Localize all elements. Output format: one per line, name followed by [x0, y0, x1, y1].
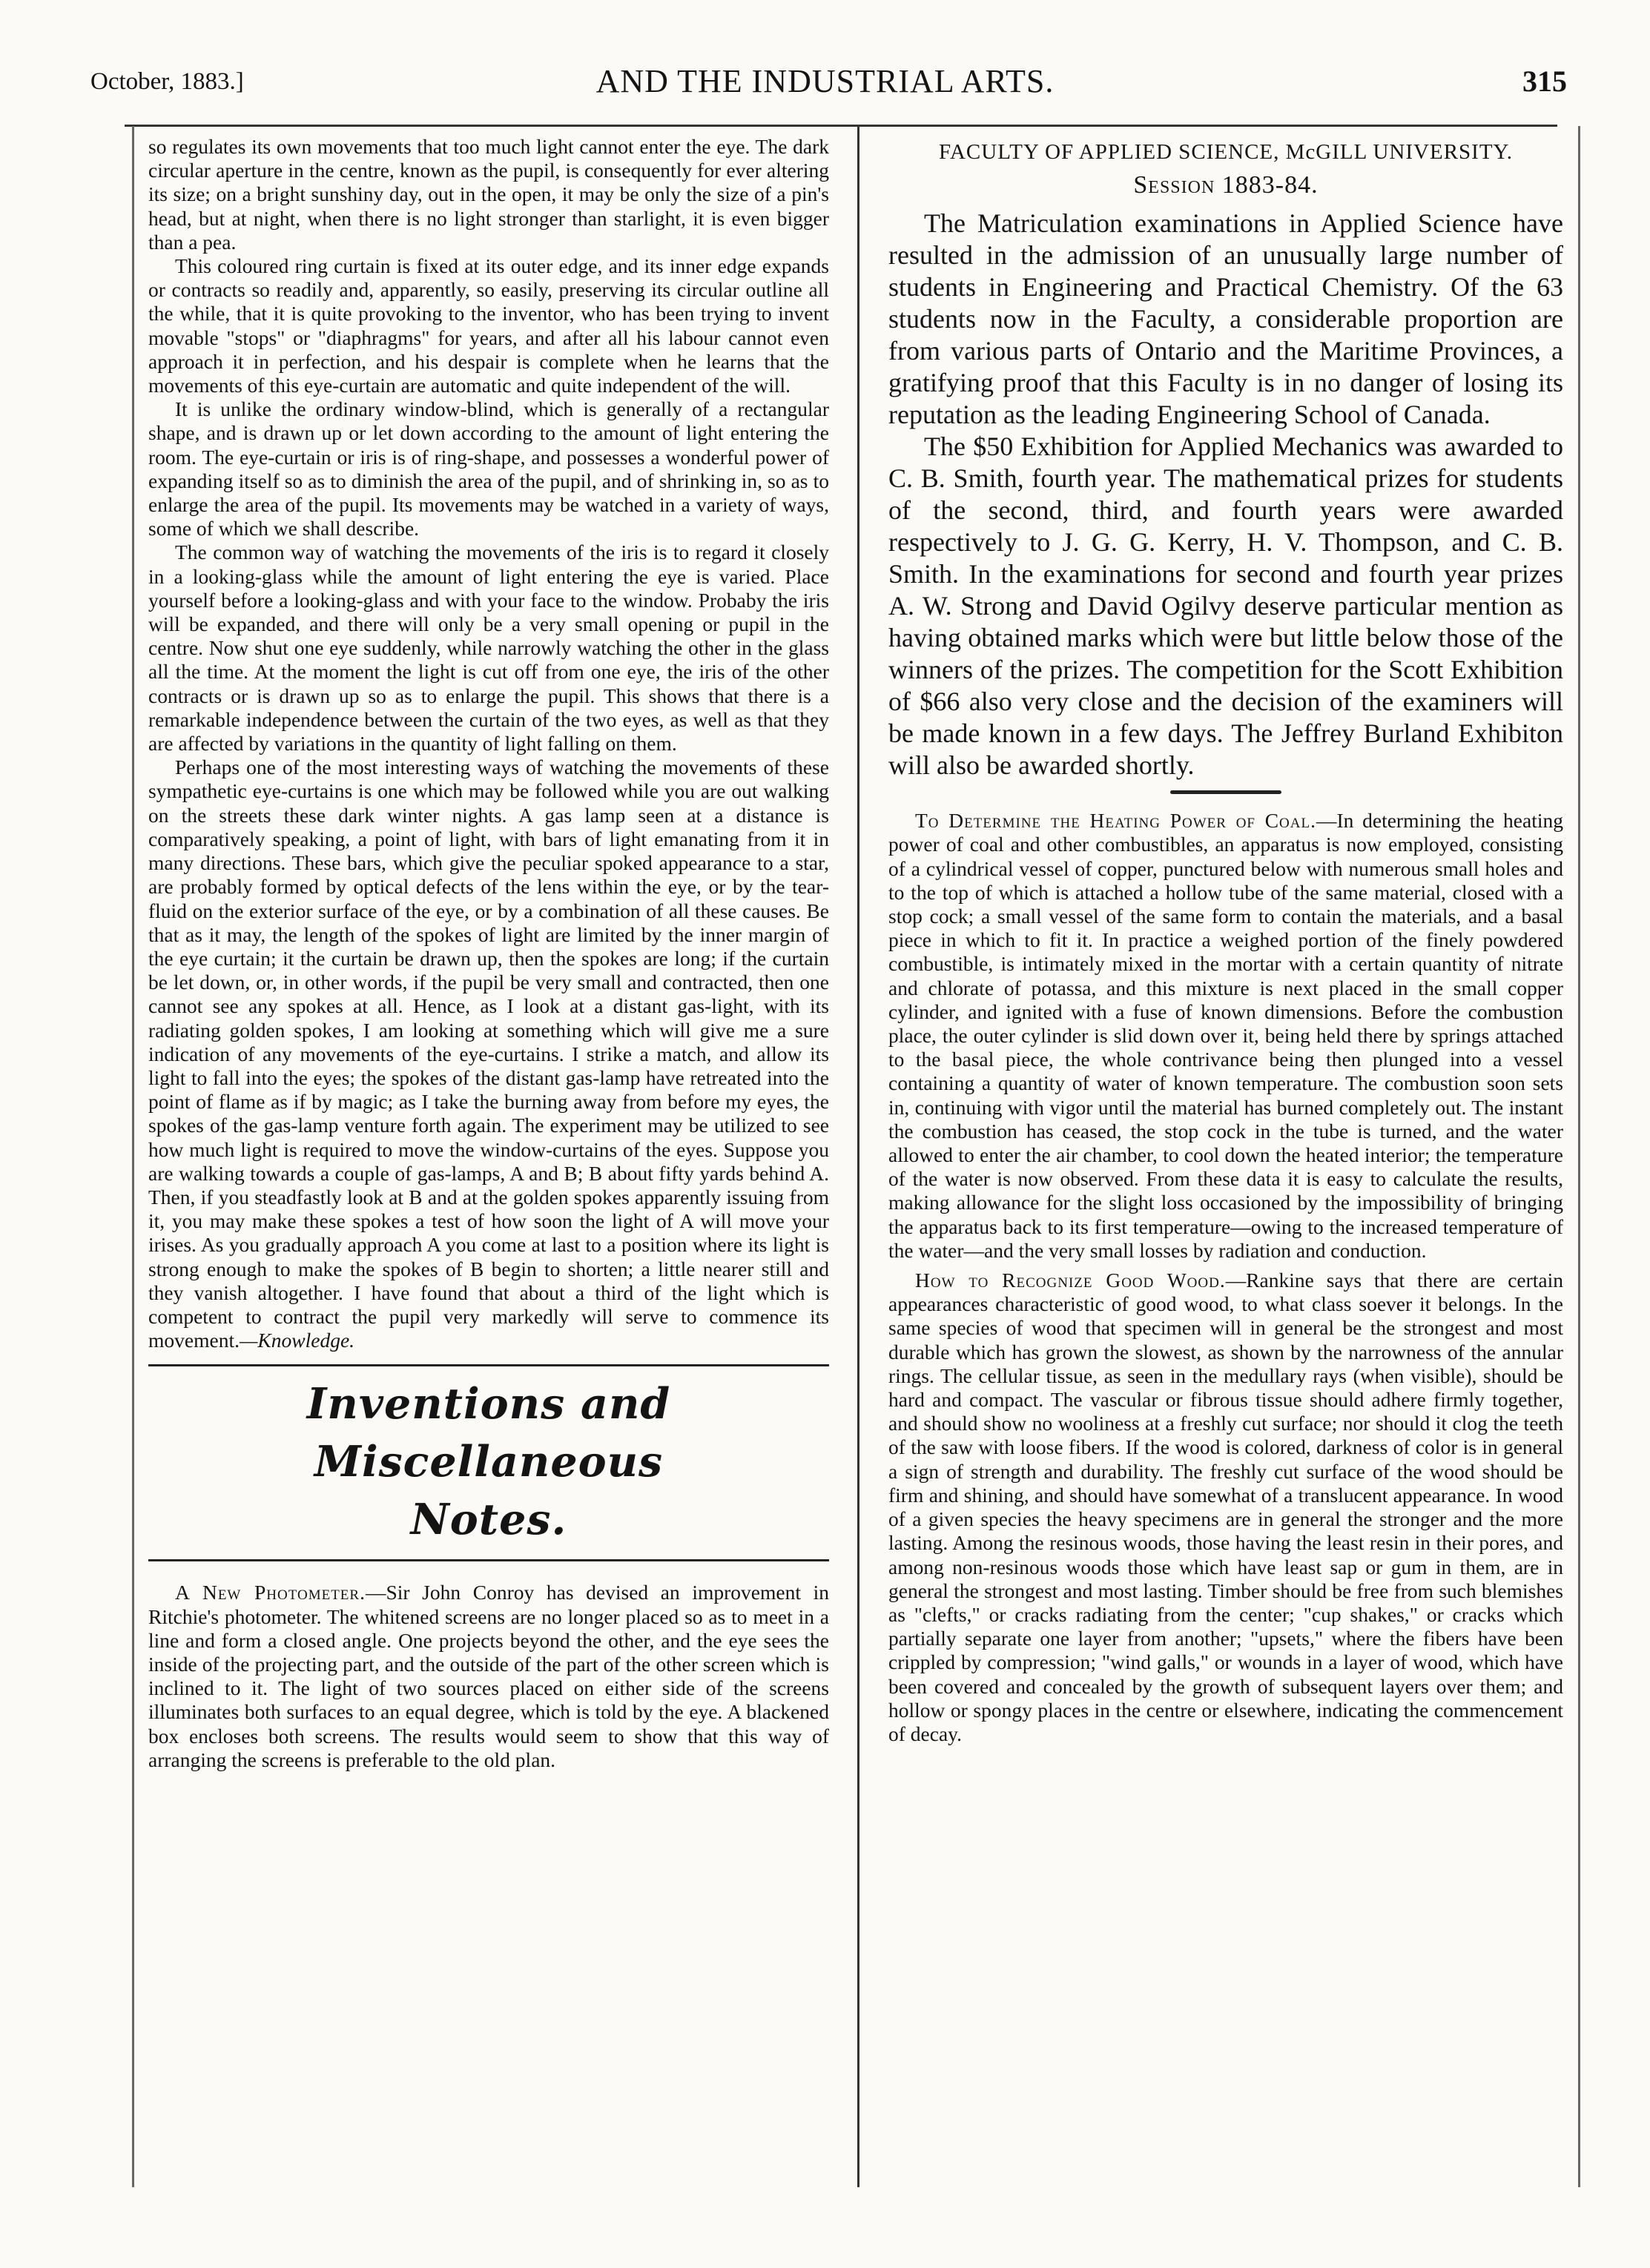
coal-note [888, 809, 1563, 1263]
faculty-article [888, 208, 1563, 781]
session-heading: Session 1883-84. [1133, 171, 1319, 199]
photometer-heading: A New Photometer. [175, 1581, 366, 1604]
coal-heading: To Determine the Heating Power of Coal. [915, 809, 1316, 833]
header-rule [125, 125, 1557, 127]
section-title-line2: Notes. [410, 1495, 567, 1545]
left-margin-rule [132, 126, 134, 2187]
coal-text: —In determining the heating power of coal and other combustibles, an apparatus is now employed, consisting of a cylindrical vessel of copper, punctured below with numerous small holes and to the top of which is attached a hollow tube of the same material, closed with a stop cock; a small vessel of the same form to contain the materials, and a basal piece in which to fit it. In practice a weighed portion of the finely powdered combustible, is intimately mixed in the mortar with a certain quantity of nitrate and chlorate of potassa, and this mixture is next placed in the small copper cylinder, and ignited with a fuse of known dimensions. Before the combustion place, the outer cylinder is slid down over it, being held there by springs attached to the basal piece, the whole contrivance being then plunged into a vessel containing a quantity of water of known temperature. The combustion soon sets in, continuing with vigor until the material has burned completely out. The instant the combustion has ceased, the stop cock in the tube is turned, and the water allowed to enter the air chamber, to cool down the heated interior; the temperature of the water is now observed. From these data it is easy to calculate the results, making allowance for the slight loss occasioned by the impossibility of bringing the apparatus back to its first temperature—owing to the increased temperature of the water—and the very small losses by radiation and conduction. [888, 809, 1563, 1262]
article-paragraph [148, 756, 829, 1352]
faculty-paragraph: The Matriculation examinations in Applied Science have resulted in the admission of an unusually large number of students in Engineering and Practical Chemistry. Of the 63 students now in the Faculty, a considerable proportion are from various parts of Ontario and the Maritime Provinces, a gratifying proof that this Faculty is in no danger of losing its reputation as the leading Engineering School of Canada. [888, 208, 1563, 430]
right-column [888, 135, 1563, 2181]
article-paragraph: so regulates its own movements that too much light cannot enter the eye. The dark circular aperture in the centre, known as the pupil, is consequently for ever altering its size; on a bright sunshiny day, out in the open, it may be only the size of a pin's head, but at night, when there is no light stronger than starlight, it is even bigger than a pea. [148, 135, 829, 254]
article-paragraph: It is unlike the ordinary window-blind, which is generally of a rectangular shape, and is drawn up or let down according to the amount of light entering the room. The eye-curtain or iris is of ring-shape, and possesses a wonderful power of expanding itself so as to diminish the area of the pupil, and of shrinking in, so as to enlarge the area of the pupil. Its movements may be watched in a variety of ways, some of which we shall describe. [148, 397, 829, 540]
article-paragraph-text: Perhaps one of the most interesting ways of watching the movements of these sympathetic eye-curtains is one which may be followed while you are out walking on the streets these dark winter nights. A gas lamp seen at a distance is comparatively speaking, a point of light, with bars of light emanating from it in many directions. These bars, which give the peculiar spoked appearance to a star, are probably formed by optical defects of the lens within the eye, or by the tear-fluid on the exterior surface of the eye, or by a combination of all these causes. Be that as it may, the length of the spokes of light are limited by the inner margin of the eye curtain; it the curtain be drawn up, then the spokes are long; if the curtain be let down, or, in other words, if the pupil be very small and contracted, then one cannot see any spokes at all. Hence, as I look at a distant gas-light, with its radiating golden spokes, I am looking at something which will give me a sure indication of any movements of the eye-curtains. I strike a match, and allow its light to fall into the eyes; the spokes of the distant gas-lamp have retreated into the point of flame as if by magic; as I take the burning away from before my eyes, the spokes of the gas-lamp venture forth again. The experiment may be utilized to see how much light is required to move the window-curtains of the eyes. Suppose you are walking towards a couple of gas-lamps, A and B; B about fifty yards behind A. Then, if you steadfastly look at B and at the golden spokes apparently issuing from it, you may make these spokes a test of how soon the light of A will move your irises. As you gradually approach A you come at last to a position where its light is strong enough to make the spokes of B begin to shorten; a little nearer still and they vanish altogether. I have found that about a third of the light which is competent to contract the pupil very markedly will serve to commence its movement. [148, 756, 829, 1352]
article-paragraph: The common way of watching the movements of the iris is to regard it closely in a looking-glass while the amount of light entering the eye is varied. Place yourself before a looking-glass and with your face to the window. Probaby the iris will be expanded, and there will only be a very small opening or pupil in the centre. Now shut one eye suddenly, while narrowly watching the other in the glass all the time. At the moment the light is cut off from one eye, the iris of the other contracts or is drawn up so as to enlarge the pupil. This shows that there is a remarkable independence between the curtain of the two eyes, as well as that they are affected by variations in the quantity of light falling on them. [148, 540, 829, 756]
section-title-line1: Inventions and Miscellaneous [306, 1379, 671, 1487]
photometer-note [148, 1581, 829, 1772]
right-margin-rule [1578, 126, 1580, 2187]
wood-heading: How to Recognize Good Wood. [915, 1269, 1226, 1292]
section-heading [148, 1364, 829, 1561]
wood-text: —Rankine says that there are certain appearances characteristic of good wood, to what class soever it belongs. In the same species of wood that specimen will in general be the strongest and most durable which has grown the slowest, as shown by the narrowness of the annular rings. The cellular tissue, as seen in the medullary rays (when visible), should be hard and compact. The vascular or fibrous tissue should adhere firmly together, and should show no wooliness at a freshly cut surface; nor should it clog the teeth of the saw with loose fibers. If the wood is colored, darkness of color is in general a sign of strength and durability. The freshly cut surface of the wood should be firm and shining, and should have somewhat of a translucent appearance. In wood of a given species the heavy specimens are in general the stronger and the more lasting. Among the resinous woods, those having the least resin in their pores, and among non-resinous woods those which have least sap or gum in them, are in general the strongest and most lasting. Timber should be free from such blemishes as "clefts," or cracks radiating from the center; "cup shakes," or cracks which partially separate one layer from another; "upsets," where the fibers have been crippled by compression; "wind galls," or wounds in a layer of wood, which have been covered and concealed by the growth of subsequent layers over them; and hollow or spongy places in the centre or elsewhere, indicating the commencement of decay. [888, 1269, 1563, 1745]
photometer-text: —Sir John Conroy has devised an improvement in Ritchie's photometer. The whitened screens are no longer placed so as to meet in a line and form a closed angle. One projects beyond the other, and the eye sees the inside of the projecting part, and the outside of the part of the other screen which is inclined to it. The light of two sources placed on either side of the screens illuminates both surfaces to an equal degree, which is told by the eye. A blackened box encloses both screens. The results would seem to show that this way of arranging the screens is preferable to the old plan. [148, 1581, 829, 1771]
article-paragraph: This coloured ring curtain is fixed at its outer edge, and its inner edge expands or contracts so readily and, apparently, so easily, preserving its circular outline all the while, that it is quite provoking to the inventor, who has been trying to invent movable "stops" or "diaphragms" for years, and after all his labour cannot even approach it in perfection, and his despair is complete when he learns that the movements of this eye-curtain are automatic and quite independent of the will. [148, 254, 829, 397]
issue-date: October, 1883.] [90, 68, 244, 95]
faculty-paragraph: The $50 Exhibition for Applied Mechanics was awarded to C. B. Smith, fourth year. The mathematical prizes for students of the second, third, and fourth years were awarded respectively to J. G. G. Kerry, H. V. Thompson, and C. B. Smith. In the examinations for second and fourth year prizes A. W. Strong and David Ogilvy deserve particular mention as having obtained marks which were but little below those of the winners of the prizes. The competition for the Scott Exhibition of $66 also very close and the decision of the examiners will be made known in a few days. The Jeffrey Burland Exhibiton will also be awarded shortly. [888, 432, 1563, 781]
journal-title: AND THE INDUSTRIAL ARTS. [595, 63, 1055, 99]
source-credit: —Knowledge. [239, 1329, 355, 1352]
column-divider [857, 126, 859, 2187]
left-column [148, 135, 829, 2181]
running-header [0, 62, 1650, 107]
wood-note [888, 1269, 1563, 1746]
separator-dash [1170, 790, 1281, 794]
page-number: 315 [1522, 65, 1567, 98]
faculty-heading: FACULTY OF APPLIED SCIENCE, McGILL UNIVERSITY. [939, 140, 1513, 164]
